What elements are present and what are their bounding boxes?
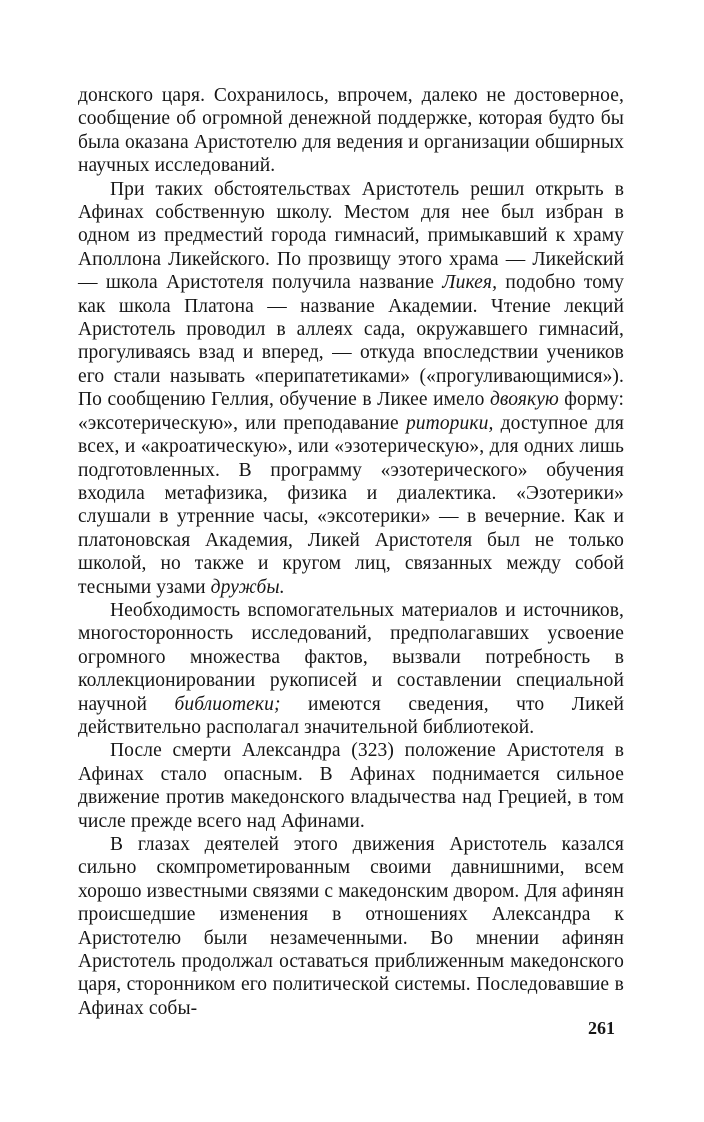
page-number: 261 — [588, 1018, 615, 1038]
text-run: подобно тому как школа Платона — название Академии. Чтение лекций Аристотель проводил в аллеях сада, окружавшего гимнасий, прогуливаясь взад и вперед, — откуда впоследствии учеников его стали называть «перипатетиками» («прогуливающимися»). По сообщению Геллия, обучение в Ликее имело — [78, 272, 624, 411]
paragraph-lyceum — [78, 178, 624, 599]
emphasis-twofold: двоякую — [489, 389, 559, 411]
text-run: Необходимость вспомогательных материалов и источников, многосторонность исследований, предполагавших усвоение огромного множества фактов, вызвали потребность в коллекционировании рукописей и составлении специальной научной — [78, 599, 624, 715]
text-run: имеются сведения, что Ликей действительно располагал значительной библиотекой. — [78, 693, 624, 738]
paragraph-library — [78, 599, 624, 739]
emphasis-friendship: дружбы. — [210, 576, 285, 598]
page-text — [78, 84, 624, 1020]
paragraph-death-of-alexander — [78, 739, 624, 833]
text-run: В глазах деятелей этого движения Аристотель казался сильно скомпрометированным своими давнишними, всем хорошо известными связями с македонским двором. Для афинян происшедшие изменения в отношениях Александра к Аристотелю были незамеченными. Во мнении афинян Аристотель продолжал оставаться приближенным македонского царя, сторонником его политической системы. Последовавшие в Афинах собы- — [78, 834, 624, 1019]
emphasis-lyceum: Ликея, — [442, 272, 498, 294]
emphasis-rhetoric: риторики, — [405, 412, 494, 434]
text-run: форму: «эксотерическую», или преподавание — [78, 389, 624, 434]
text-run: доступное для всех, и «акроатическую», или «эзотерическую», для одних лишь подготовленных. В программу «эзотерического» обучения входила метафизика, физика и диалектика. «Эзотерики» слушали в утренние часы, «эксотерики» — в вечерние. Как и платоновская Академия, Ликей Аристотеля был не только школой, но также и кругом лиц, связанных между собой тесными узами — [78, 412, 624, 598]
paragraph-1-text: донского царя. Сохранилось, впрочем, далеко не достоверное, сообщение об огромной денежной поддержке, которая будто бы была оказана Аристотелю для ведения и организации обширных научных исследований. — [78, 85, 624, 177]
emphasis-library: библиотеки; — [174, 693, 281, 715]
text-run: После смерти Александра (323) положение Аристотеля в Афинах стало опасным. В Афинах поднимается сильное движение против македонского владычества над Грецией, в том числе прежде всего над Афинами. — [78, 740, 624, 832]
paragraph-athenians-view — [78, 833, 624, 1020]
paragraph-continuation — [78, 84, 624, 178]
text-run: При таких обстоятельствах Аристотель решил открыть в Афинах собственную школу. Местом для нее был избран в одном из предместий города гимнасий, примыкавший к храму Аполлона Ликейского. По прозвищу этого храма — Ликейский — школа Аристотеля получила название — [78, 178, 624, 294]
